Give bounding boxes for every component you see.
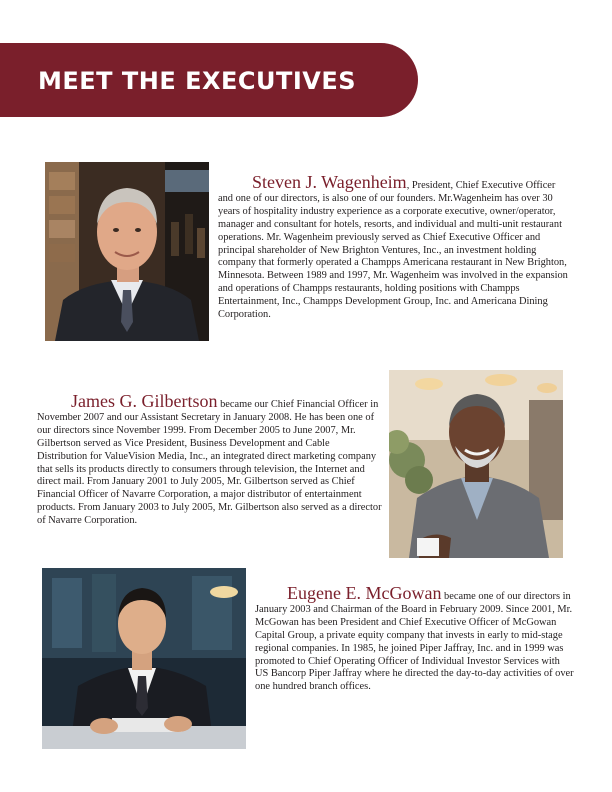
bio-steven-wagenheim — [218, 173, 572, 322]
bio-eugene-mcgowan — [255, 584, 575, 694]
header-banner — [0, 43, 418, 117]
executive-bio: , President, Chief Executive Officer and one of our directors, is also one of our founders. Mr.Wagenheim has over 30 years of hospitality industry experience as a corporate executive, owner/operator, manager and consultant for hotels, resorts, and individual and multi-unit restaurant operations. Mr. Wagenheim previously served as Chief Executive Officer and principal shareholder of New Brighton Ventures, Inc., an investment holding company that formerly operated a Champps Americana restaurant in New Brighton, Minnesota. Between 1989 and 1997, Mr. Wagenheim was involved in the expansion and operations of Champps restaurants, holding positions with Champps Entertainment, Inc., Champps Development Group, Inc. and Americana Dining Corporation. — [218, 180, 568, 321]
photo-james-gilbertson — [389, 370, 563, 558]
executive-name: Eugene E. McGowan — [287, 583, 442, 603]
photo-steven-wagenheim — [45, 162, 209, 341]
executive-name: Steven J. Wagenheim — [252, 172, 407, 192]
executive-name: James G. Gilbertson — [71, 391, 218, 411]
photo-eugene-mcgowan — [42, 568, 246, 749]
bio-james-gilbertson — [37, 392, 382, 528]
executive-bio: became our Chief Financial Officer in November 2007 and our Assistant Secretary in January 2008. He has been one of our directors since November 1999. From December 2005 to June 2007, Mr. Gilbertson served as Vice President, Business Development and Cable Distribution for ValueVision Media, Inc., an integrated direct marketing company that sells its products directly to consumers through television, the Internet and direct mail. From January 2001 to July 2005, Mr. Gilbertson served as Chief Financial Officer of Navarre Corporation, a major distributor of entertainment products. From January 2003 to July 2005, Mr. Gilbertson also served as a director of Navarre Corporation. — [37, 399, 382, 527]
page-title: MEET THE EXECUTIVES — [38, 67, 357, 95]
executive-bio: became one of our directors in January 2003 and Chairman of the Board in February 2009. Since 2001, Mr. McGowan has been President and Chief Executive Officer of McGowan Capital Group, a private equity company that invests in early to mid-stage regional companies. In 1985, he joined Piper Jaffray, Inc. and in 1999 was promoted to Chief Operating Officer of Individual Investor Services with US Bancorp Piper Jaffray where he directed the day-to-day activities of over one hundred branch offices. — [255, 591, 574, 693]
